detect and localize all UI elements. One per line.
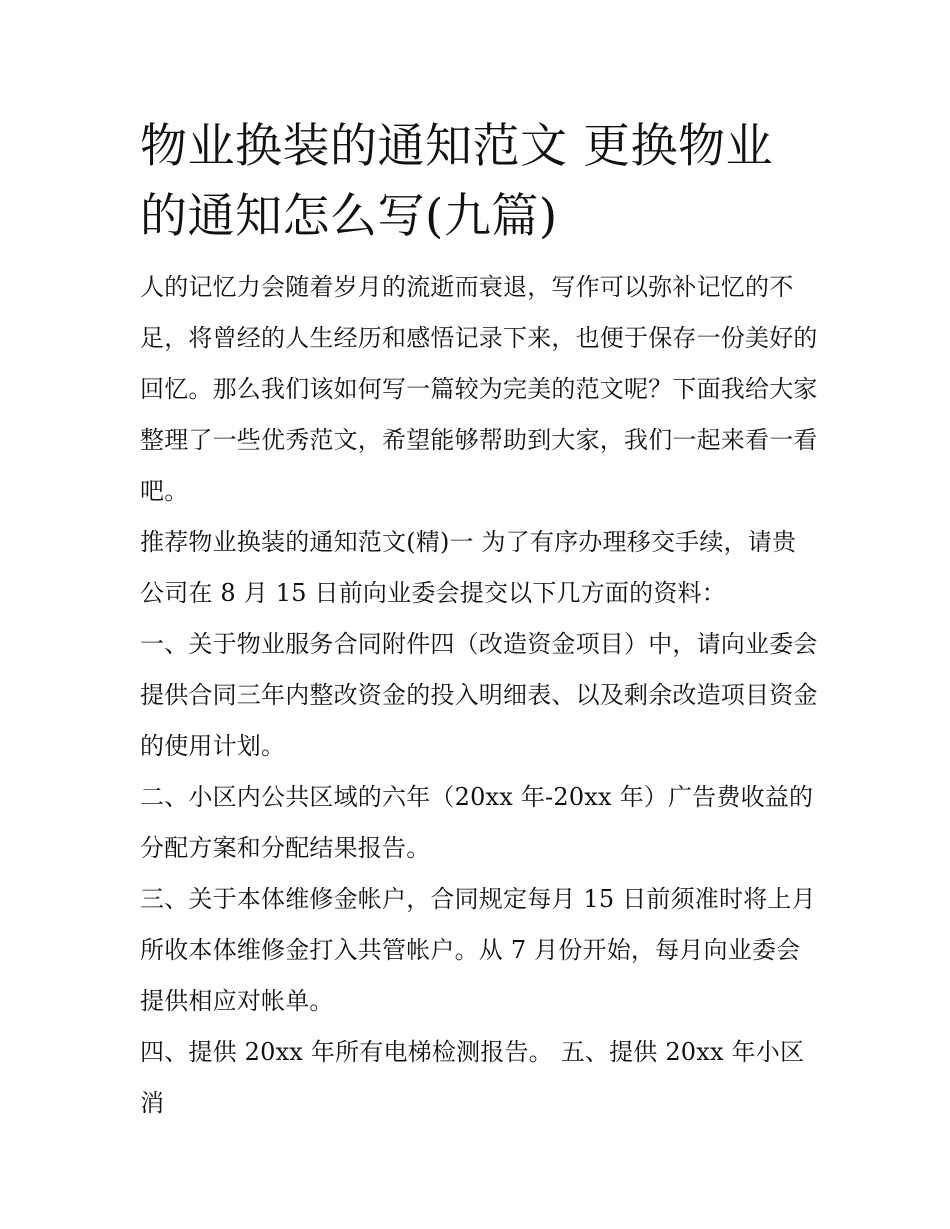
paragraph-item-3: 三、关于本体维修金帐户，合同规定每月 15 日前须准时将上月所收本体维修金打入共管帐户。从 7 月份开始，每月向业委会提供相应对帐单。 (140, 885, 816, 1015)
paragraph-item-2: 二、小区内公共区域的六年（20xx 年-20xx 年）广告费收益的分配方案和分配结果报告。 (140, 783, 814, 862)
paragraph-intro: 人的记忆力会随着岁月的流逝而衰退，写作可以弥补记忆的不足，将曾经的人生经历和感悟记录下来，也便于保存一份美好的回忆。那么我们该如何写一篇较为完美的范文呢？下面我给大家整理了一些优秀范文，希望能够帮助到大家，我们一起来看一看吧。 (140, 273, 818, 505)
paragraph-item-1: 一、关于物业服务合同附件四（改造资金项目）中，请向业委会提供合同三年内整改资金的投入明细表、以及剩余改造项目资金的使用计划。 (140, 630, 818, 760)
paragraph-item-4-5: 四、提供 20xx 年所有电梯检测报告。 五、提供 20xx 年小区消 (140, 1038, 805, 1117)
document-body (140, 112, 820, 1129)
paragraph-recommend: 推荐物业换装的通知范文(精)一 为了有序办理移交手续，请贵公司在 8 月 15 日前向业委会提交以下几方面的资料： (140, 528, 797, 607)
document-title: 物业换装的通知范文 更换物业的通知怎么写(九篇) (140, 119, 773, 244)
